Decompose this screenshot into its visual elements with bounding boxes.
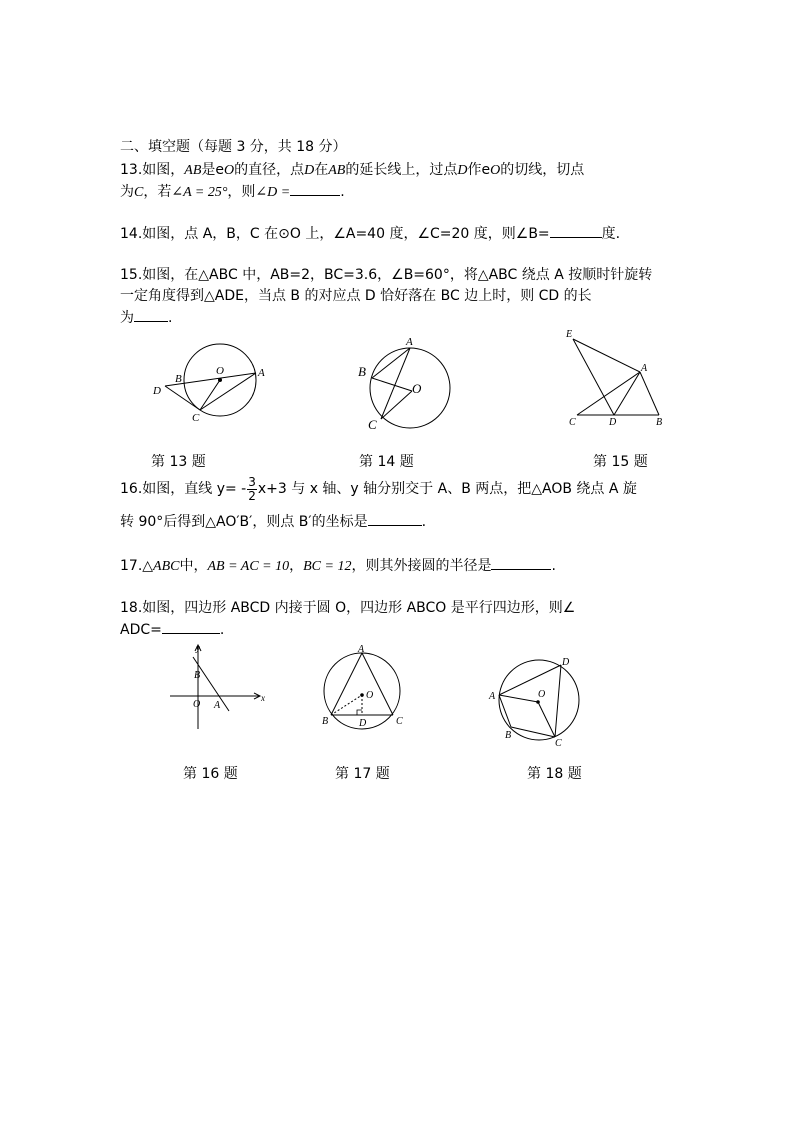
- figure-15: [562, 325, 672, 433]
- q15-line1: 15.如图，在△ABC 中，AB=2，BC=3.6，∠B=60°，将△ABC 绕点 A 按顺时针旋转: [120, 267, 653, 283]
- q18-line1: 18.如图，四边形 ABCD 内接于圆 O，四边形 ABCO 是平行四边形，则∠: [120, 600, 576, 616]
- f17-label-b: B: [322, 716, 329, 727]
- q14-answer-blank[interactable]: [550, 223, 602, 238]
- caption-13: 第 13 题: [151, 454, 206, 470]
- q16-line2: 转 90°后得到△AO′B′，则点 B′的坐标是 .: [120, 511, 426, 532]
- f15-label-e: E: [566, 329, 573, 340]
- f16-label-a: A: [214, 700, 221, 711]
- f16-label-y: y: [196, 643, 200, 653]
- f14-line-bo: [372, 378, 412, 391]
- f18-label-d: D: [562, 657, 570, 668]
- f13-label-o: O: [216, 365, 224, 377]
- f18-label-a: A: [489, 691, 496, 702]
- f14-label-a: A: [406, 336, 413, 348]
- q16-fraction: $\frac{3}{2}$: [248, 474, 256, 503]
- f15-line-ca: [577, 372, 640, 415]
- f15-label-d: D: [609, 417, 617, 428]
- f13-label-b: B: [175, 373, 182, 385]
- f15-label-b: B: [656, 417, 663, 428]
- f17-right-angle: [357, 710, 362, 715]
- f15-line-ea: [573, 339, 640, 372]
- figure-14: [352, 333, 462, 433]
- q17-answer-blank[interactable]: [491, 555, 551, 570]
- q13-line2: 为C，若∠A = 25°，则∠D = .: [120, 181, 345, 203]
- q13-answer-blank[interactable]: [290, 181, 340, 196]
- f15-line-ad: [614, 372, 640, 415]
- q15-answer-blank[interactable]: [134, 307, 168, 322]
- q18-line2: ADC= .: [120, 619, 224, 640]
- f14-line-oc: [381, 391, 412, 419]
- f13-label-c: C: [192, 412, 200, 424]
- f14-line-ac: [381, 348, 410, 419]
- f15-label-a: A: [641, 363, 648, 374]
- f17-center-dot: [360, 693, 364, 697]
- f15-line-ab: [640, 372, 659, 415]
- f13-line-ca: [200, 373, 256, 410]
- f17-line-ab: [331, 653, 362, 715]
- q16-answer-blank[interactable]: [368, 511, 422, 526]
- f14-label-b: B: [358, 364, 366, 379]
- section-title: 二、填空题（每题 3 分，共 18 分）: [120, 139, 347, 155]
- q13-line1: 13.如图，AB是eO的直径，点D在AB的延长线上，过点D作eO的切线，切点: [120, 162, 585, 178]
- f15-label-c: C: [569, 417, 576, 428]
- f18-line-ao: [499, 695, 538, 702]
- caption-14: 第 14 题: [359, 454, 414, 470]
- caption-17: 第 17 题: [335, 766, 390, 782]
- f13-tangent-dc: [165, 386, 200, 410]
- f13-label-a: A: [258, 367, 265, 379]
- f18-line-oc: [538, 702, 555, 737]
- f16-label-o: O: [193, 699, 201, 710]
- caption-15: 第 15 题: [593, 454, 648, 470]
- f13-line-oc: [200, 380, 220, 410]
- q16-line1: 16.如图，直线 y= - $\frac{3}{2}$ x+3 与 x 轴、y 轴分别交于 A、B 两点，把△AOB 绕点 A 旋: [120, 474, 637, 503]
- f18-line-bc: [511, 727, 555, 737]
- figure-16: [165, 641, 270, 731]
- f18-line-dc: [555, 665, 561, 737]
- f18-label-c: C: [555, 738, 562, 749]
- f18-circle: [499, 660, 579, 740]
- f14-label-o: O: [412, 381, 422, 396]
- f18-label-b: B: [505, 730, 512, 741]
- q14-line1: 14.如图，点 A，B，C 在⊙O 上，∠A=40 度，∠C=20 度，则∠B= 度.: [120, 223, 620, 244]
- f18-center-dot: [536, 700, 540, 704]
- f13-label-d: D: [153, 385, 161, 397]
- figure-13: [145, 335, 275, 435]
- q17-line1: 17.△ABC中，AB = AC = 10，BC = 12，则其外接圆的半径是 .: [120, 555, 556, 577]
- f16-label-b: B: [194, 670, 201, 681]
- q15-line3: 为 .: [120, 307, 172, 328]
- f18-label-o: O: [538, 689, 546, 700]
- q15-line2: 一定角度得到△ADE，当点 B 的对应点 D 恰好落在 BC 边上时，则 CD 的长: [120, 288, 592, 304]
- f16-label-x: x: [261, 693, 265, 703]
- f17-label-c: C: [396, 716, 403, 727]
- q18-answer-blank[interactable]: [162, 619, 220, 634]
- f17-line-ac: [362, 653, 393, 715]
- f17-label-a: A: [358, 644, 365, 655]
- f17-label-d: D: [359, 718, 367, 729]
- f17-label-o: O: [366, 690, 374, 701]
- caption-18: 第 18 题: [527, 766, 582, 782]
- f18-line-ad: [499, 665, 561, 695]
- f13-center-dot: [218, 378, 222, 382]
- figure-17: [320, 643, 412, 738]
- caption-16: 第 16 题: [183, 766, 238, 782]
- figure-18: [485, 655, 585, 750]
- f14-label-c: C: [368, 417, 377, 432]
